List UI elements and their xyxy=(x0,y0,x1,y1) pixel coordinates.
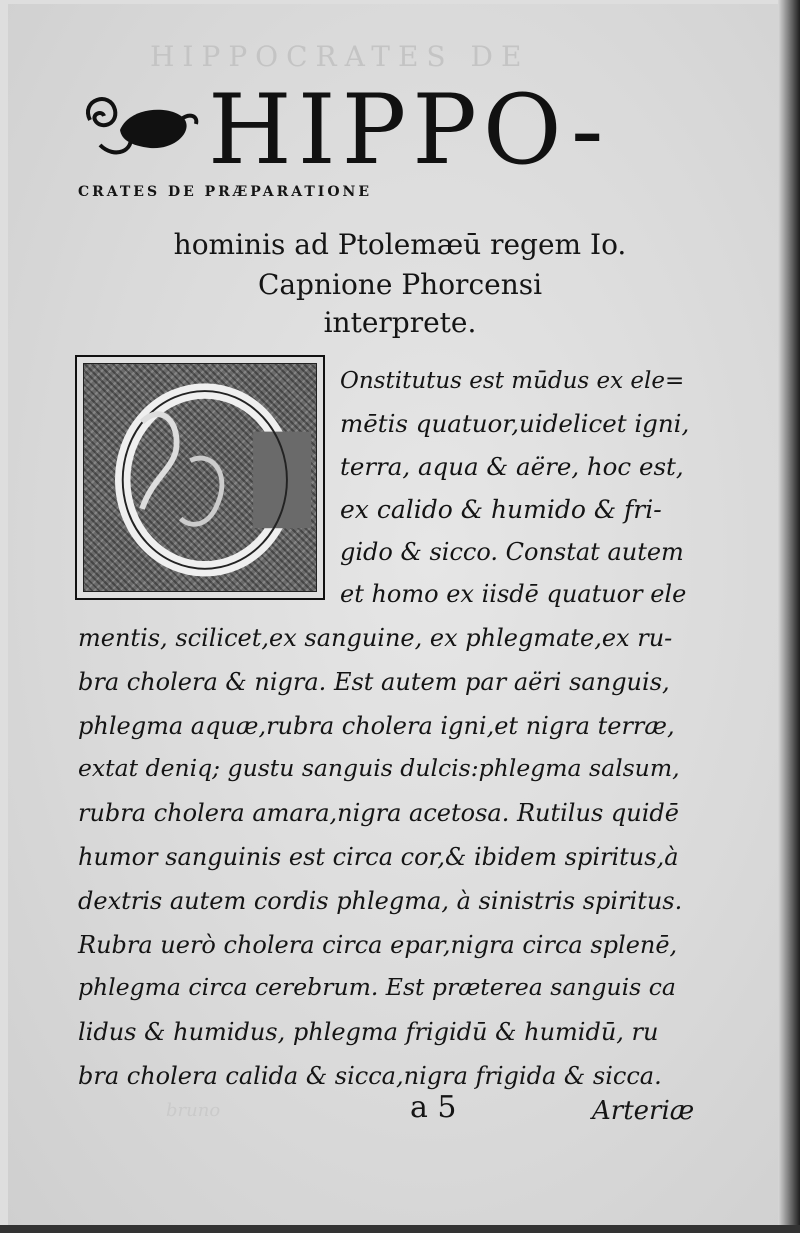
text-line: humor sanguinis est circa cor,& ibidem spiritus,à xyxy=(78,843,679,871)
text-line: dextris autem cordis phlegma, à sinistris spiritus. xyxy=(78,886,683,915)
title-line-3: Capnione Phorcensi xyxy=(257,268,543,301)
text-line: rubra cholera amara,nigra acetosa. Rutilus quidē xyxy=(78,799,679,828)
text-line: phlegma aquæ,rubra cholera igni,et nigra terræ, xyxy=(78,711,675,740)
show-through-header: HIPPOCRATES DE xyxy=(150,40,530,73)
text-line: et homo ex iisdē quatuor ele xyxy=(340,580,687,608)
text-line: ex calido & humido & fri- xyxy=(340,495,662,524)
show-through-footer: bruno xyxy=(166,1100,221,1121)
decorated-initial xyxy=(75,355,325,600)
initial-letter-icon xyxy=(84,364,316,591)
fleuron-ornament-icon xyxy=(80,90,200,170)
title-line-2: hominis ad Ptolemæū regem Io. xyxy=(173,228,627,261)
catchword: Arteriæ xyxy=(592,1096,695,1126)
text-line: extat deniq; gustu sanguis dulcis:phlegma salsum, xyxy=(78,754,680,783)
text-line: terra, aqua & aëre, hoc est, xyxy=(340,452,684,481)
text-line: bra cholera & nigra. Est autem par aëri sanguis, xyxy=(78,667,670,696)
text-line: gido & sicco. Constat autem xyxy=(340,538,684,566)
text-line: bra cholera calida & sicca,nigra frigida & sicca. xyxy=(78,1062,662,1090)
text-line: mētis quatuor,uidelicet igni, xyxy=(340,409,690,438)
title-line-4: interprete. xyxy=(323,306,477,339)
signature-mark: a 5 xyxy=(410,1090,457,1125)
page-edge-shadow xyxy=(778,0,800,1233)
main-title: HIPPO- xyxy=(208,74,610,186)
title-block xyxy=(80,74,610,186)
text-line: phlegma circa cerebrum. Est præterea sanguis ca xyxy=(78,973,676,1002)
subtitle: CRATES DE PRÆPARATIONE xyxy=(78,184,373,200)
text-line: Onstitutus est mūdus ex ele= xyxy=(340,368,685,394)
text-line: mentis, scilicet,ex sanguine, ex phlegmate,ex ru- xyxy=(78,624,673,652)
page-bottom-edge xyxy=(0,1225,800,1233)
text-line: Rubra uerò cholera circa epar,nigra circa splenē, xyxy=(78,930,678,959)
text-line: lidus & humidus, phlegma frigidū & humidū, ru xyxy=(78,1018,659,1047)
